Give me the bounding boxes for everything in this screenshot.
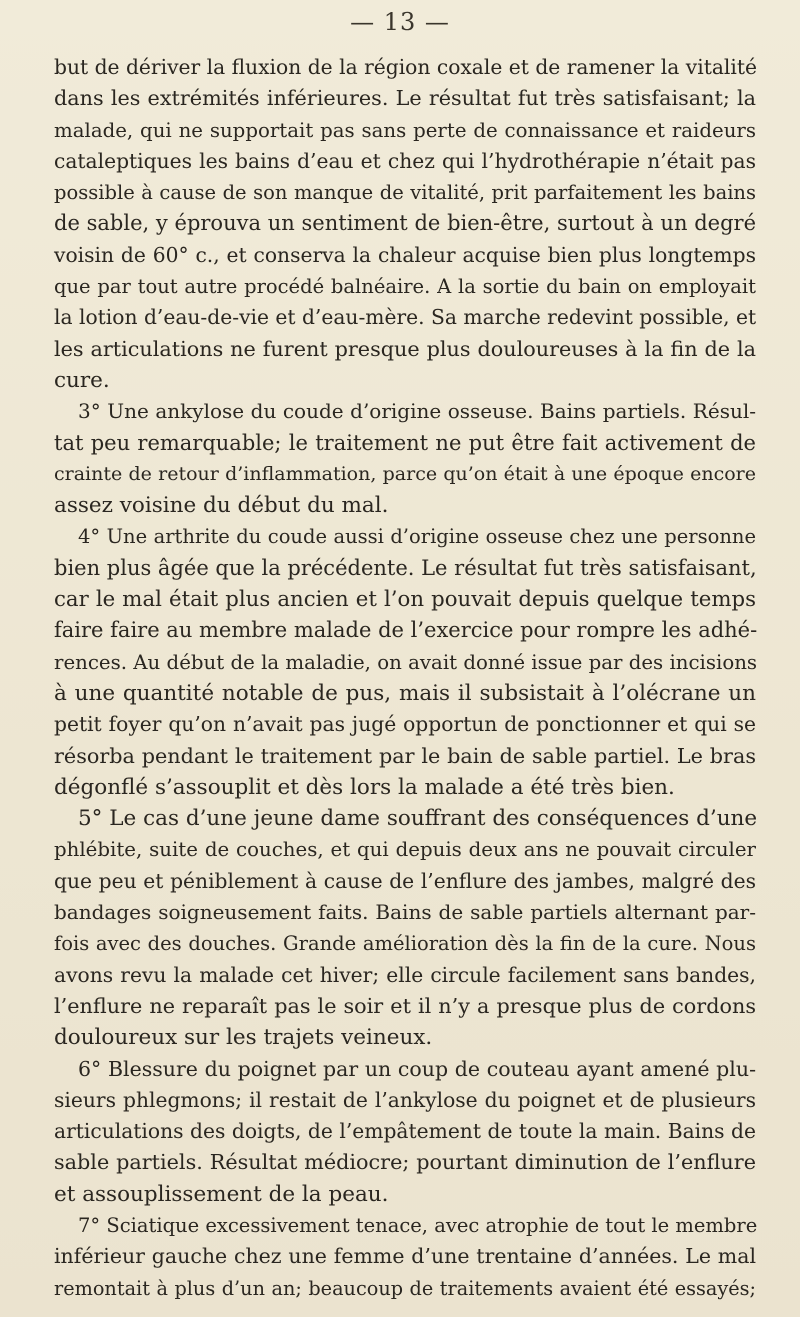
text-line: bandages soigneusement faits. Bains de sable partiels alternant par-	[54, 900, 756, 925]
text-line: cataleptiques les bains d’eau et chez qui l’hydrothérapie n’était pas	[54, 148, 756, 173]
text-line: les articulations ne furent presque plus douloureuses à la fin de la	[54, 336, 756, 361]
text-line: remontait à plus d’un an; beaucoup de traitements avaient été essayés;	[54, 1276, 756, 1300]
text-line: résorba pendant le traitement par le bain de sable partiel. Le bras	[54, 743, 756, 768]
text-line: assez voisine du début du mal.	[54, 493, 389, 519]
body-text	[54, 52, 756, 1304]
text-line: dégonflé s’assouplit et dès lors la malade a été très bien.	[54, 774, 675, 800]
text-line: possible à cause de son manque de vitalité, prit parfaitement les bains	[54, 181, 756, 205]
text-line: sieurs phlegmons; il restait de l’ankylose du poignet et de plusieurs	[54, 1087, 756, 1112]
text-line: malade, qui ne supportait pas sans perte de connaissance et raideurs	[54, 118, 756, 142]
page-number: — 13 —	[350, 8, 450, 36]
text-line: 7° Sciatique excessivement tenace, avec atrophie de tout le membre	[78, 1213, 758, 1237]
text-line: inférieur gauche chez une femme d’une trentaine d’années. Le mal	[54, 1244, 756, 1269]
text-line: fois avec des douches. Grande amélioration dès la fin de la cure. Nous	[54, 932, 756, 956]
text-line: l’enflure ne reparaît pas le soir et il n’y a presque plus de cordons	[54, 993, 756, 1018]
text-line: et assouplissement de la peau.	[54, 1181, 389, 1207]
text-line: tat peu remarquable; le traitement ne put être fait activement de	[54, 430, 756, 455]
text-line: bien plus âgée que la précédente. Le résultat fut très satisfaisant,	[54, 555, 757, 580]
text-line: la lotion d’eau-de-vie et d’eau-mère. Sa marche redevint possible, et	[54, 305, 757, 330]
text-line: faire faire au membre malade de l’exercice pour rompre les adhé-	[54, 618, 758, 643]
text-line: rences. Au début de la maladie, on avait donné issue par des incisions	[54, 650, 758, 674]
text-line: phlébite, suite de couches, et qui depuis deux ans ne pouvait circuler	[54, 838, 756, 862]
text-line: voisin de 60° c., et conserva la chaleur acquise bien plus longtemps	[54, 242, 756, 267]
text-line: avons revu la malade cet hiver; elle circule facilement sans bandes,	[54, 962, 756, 987]
text-line: car le mal était plus ancien et l’on pouvait depuis quelque temps	[54, 587, 756, 613]
text-line: 6° Blessure du poignet par un coup de couteau ayant amené plu-	[78, 1056, 756, 1081]
text-line: 3° Une ankylose du coude d’origine osseuse. Bains partiels. Résul-	[78, 399, 756, 424]
text-line: petit foyer qu’on n’avait pas jugé opportun de ponctionner et qui se	[54, 712, 756, 737]
text-line: crainte de retour d’inflammation, parce qu’on était à une époque encore	[54, 462, 756, 485]
text-line: dans les extrémités inférieures. Le résultat fut très satisfaisant; la	[54, 86, 756, 111]
text-line: à une quantité notable de pus, mais il subsistait à l’olécrane un	[54, 680, 756, 706]
text-line: 4° Une arthrite du coude aussi d’origine osseuse chez une personne	[78, 525, 756, 549]
text-line: que par tout autre procédé balnéaire. A la sortie du bain on employait	[54, 275, 756, 299]
text-line: but de dériver la fluxion de la région coxale et de ramener la vitalité	[54, 55, 757, 79]
text-line: articulations des doigts, de l’empâtement de toute la main. Bains de	[54, 1119, 756, 1144]
text-line: que peu et péniblement à cause de l’enflure des jambes, malgré des	[54, 868, 756, 893]
text-line: sable partiels. Résultat médiocre; pourtant diminution de l’enflure	[54, 1150, 756, 1175]
text-line: de sable, y éprouva un sentiment de bien-être, surtout à un degré	[54, 211, 756, 236]
text-line: douloureux sur les trajets veineux.	[54, 1025, 433, 1051]
text-line: 5° Le cas d’une jeune dame souffrant des conséquences d’une	[78, 806, 758, 832]
text-line: cure.	[54, 367, 110, 393]
